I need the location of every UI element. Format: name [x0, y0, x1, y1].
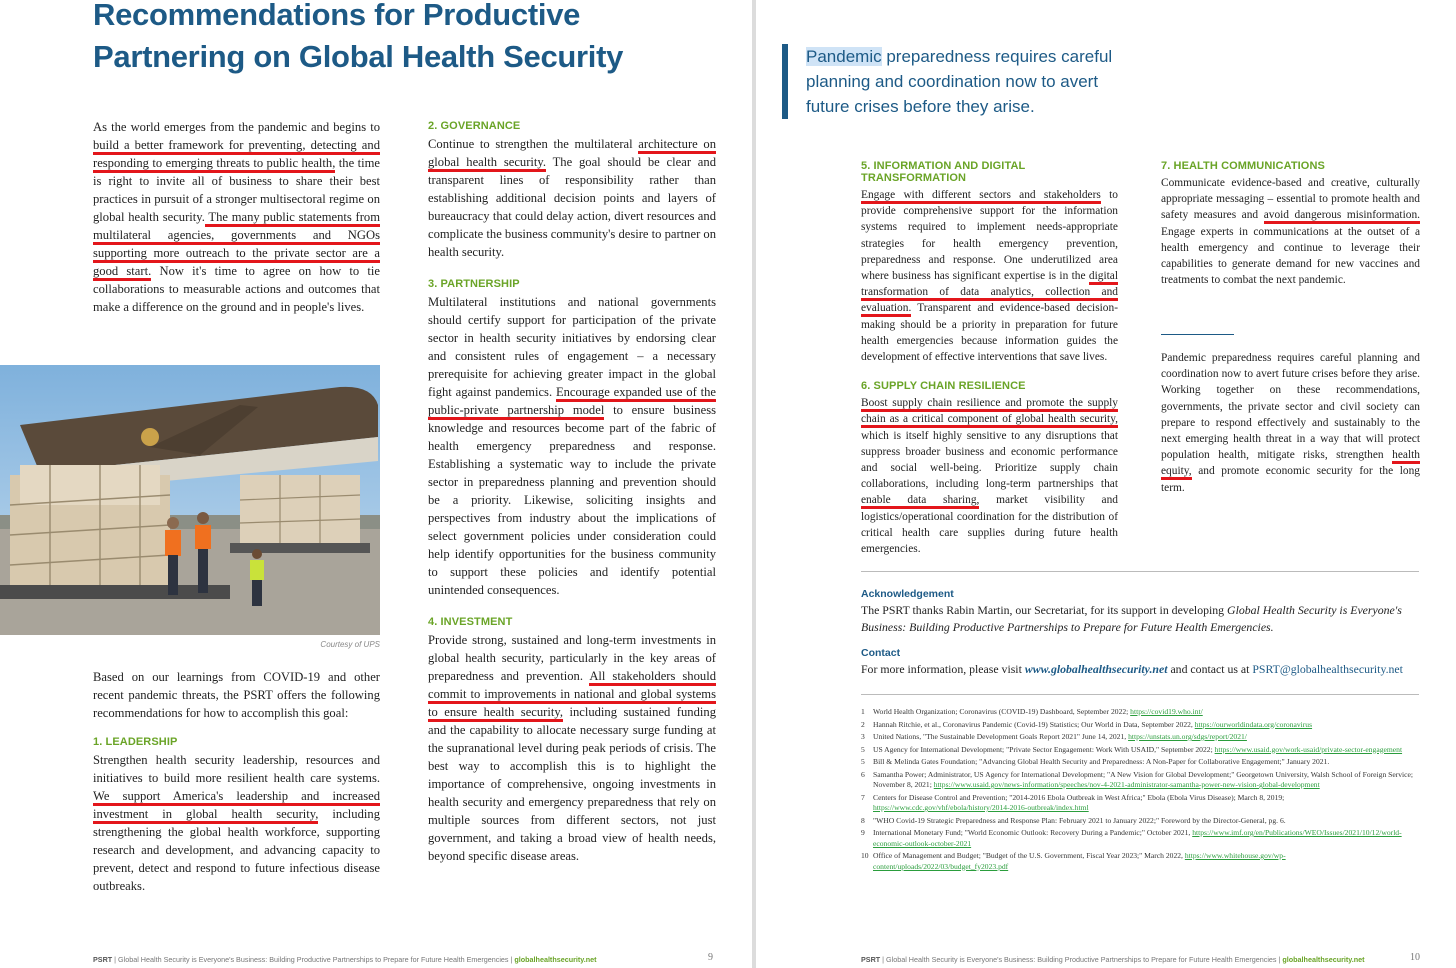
- footer-link[interactable]: globalhealthsecurity.net: [1282, 955, 1365, 964]
- cargo-plane-photo: [0, 365, 380, 635]
- investment-paragraph: Provide strong, sustained and long-term investments in global health security, particularly in the key areas of preparedness and prevention. All stakeholders should commit to improvements in national and global systems to ensure health security, including sustained funding and the capability to allocate necessary surge funding at the supranational level during peak periods of crisis. The best way to accomplish this is to highlight the importance of comprehensive, ongoing investments in health security and emergency preparedness that rely on multiple sources from different sectors, not just government, and taking a broad view of health needs, beyond specific disease areas.: [428, 633, 716, 863]
- section-heading-info: 5. INFORMATION AND DIGITAL TRANSFORMATION: [861, 160, 1026, 184]
- partnership-paragraph: Multilateral institutions and national governments should certify support for participation of the private sector in health security initiatives by endorsing clear and consistent rules of engagement – a necessary prerequisite for achieving greater impact in the global fight against pandemics. Encourage expanded use of the public-private partnership model to ensure business knowledge and resources become part of the fabric of health emergency preparedness and response. Establishing a systematic way to include the private sector in preparedness planning and prevention should be a priority. Likewise, soliciting insights and perspectives from industry about the implications of select government policies under consideration could help identify opportunities for the business community to support these policies and identify potential unintended consequences.: [428, 295, 716, 597]
- section-heading-comms: 7. HEALTH COMMUNICATIONS: [1161, 160, 1325, 172]
- right-column-b: [1161, 160, 1420, 288]
- footnote-link[interactable]: https://covid19.who.int/: [1130, 707, 1203, 716]
- middle-column: [428, 120, 716, 865]
- closing-paragraph: Pandemic preparedness requires careful planning and coordination now to avert future crises before they arise. Working together on these recommendations, governments, the private sector and civil society can prepare to respond effectively and sustainably to the next emerging health threat in a way that will protect population health, mitigate risks, strengthen health equity, and promote economic security for the long term.: [1161, 352, 1420, 494]
- footnote: 5 US Agency for International Development; "Private Sector Engagement: Work With USAID," September 2022; https://www.usaid.gov/work-usaid/private-sector-engagement: [861, 744, 1403, 754]
- footnote-link[interactable]: https://www.usaid.gov/work-usaid/private-sector-engagement: [1214, 744, 1403, 754]
- governance-paragraph: Continue to strengthen the multilateral architecture on global health security. The goal should be clear and transparent lines of responsibility rather than establishing additional decision points and layers of bureaucracy that could delay action, divert resources and complicate the business community's desire to partner on health security.: [428, 137, 717, 259]
- highlight: Encourage expanded use of the public-private partnership model: [428, 385, 716, 420]
- divider: [1161, 334, 1234, 335]
- highlight: build a better framework for preventing, detecting and responding to emerging threats to public health,: [93, 138, 380, 173]
- highlight: enable data sharing,: [861, 494, 979, 509]
- learnings-column: [93, 668, 380, 895]
- footnote: 6 Samantha Power; Administrator, US Agency for International Development; "A New Vision for Global Development;" Georgetown University, Walsh School of Foreign Service; November 8, 2021; https://www.usaid.gov/news-information/speeches/nov-4-2021-administrator-samantha-power-new-vision-global-development: [861, 769, 1414, 789]
- intro-paragraph: As the world emerges from the pandemic and begins to build a better framework for preventing, detecting and responding to emerging threats to public health, the time is right to invite all of business to share their best practices in pursuit of a stronger multisectoral regime on global health security. The many public statements from multilateral agencies, governments and NGOs supporting more outreach to the private sector are a good start. Now it's time to agree on how to tie collaborations to measurable actions and outcomes that make a difference on the ground and in people's lives.: [93, 120, 380, 314]
- closing-column: [1161, 350, 1420, 496]
- footnote-link[interactable]: https://unstats.un.org/sdgs/report/2021/: [1128, 732, 1247, 741]
- footnote-link[interactable]: https://www.cdc.gov/vhf/ebola/history/2014-2016-outbreak/index.html: [873, 803, 1089, 812]
- section-heading-governance: 2. GOVERNANCE: [428, 120, 521, 132]
- divider: [861, 694, 1419, 695]
- highlight: health equity,: [1161, 449, 1420, 480]
- footnote: 10 Office of Management and Budget; "Budget of the U.S. Government, Fiscal Year 2023;" March 2022, https://www.whitehouse.gov/wp-content/uploads/2022/03/budget_fy2023.pdf: [861, 851, 1286, 871]
- comms-paragraph: Communicate evidence-based and creative, culturally appropriate messaging – essential to promote health and safety measures and avoid dangerous misinformation. Engage experts in communications at the outset of a health emergency and continue to leverage their capabilities to generate demand for new vaccines and treatments to combat the next pandemic.: [1161, 177, 1420, 287]
- page-number: 9: [708, 952, 713, 963]
- acknowledgement: [861, 588, 1423, 636]
- section-heading-investment: 4. INVESTMENT: [428, 616, 513, 628]
- footer-link[interactable]: globalhealthsecurity.net: [514, 955, 597, 964]
- page-footer: PSRT | Global Health Security is Everyone's Business: Building Productive Partnerships to Prepare for Future Health Emergencies | globalhealthsecurity.net: [93, 955, 597, 964]
- page-title: Recommendations for Productive Partnering on Global Health Security: [93, 0, 624, 74]
- footnote: 9 International Monetary Fund; "World Economic Outlook: Recovery During a Pandemic;" October 2021, https://www.imf.org/en/Publications/WEO/Issues/2021/10/12/world-economic-outlook-october-2021: [861, 828, 1402, 848]
- selected-text[interactable]: Pandemic: [806, 47, 882, 66]
- highlight: digital transformation of data analytics, collection and evaluation.: [861, 270, 1118, 317]
- highlight: avoid dangerous misinformation.: [1264, 209, 1420, 224]
- supply-paragraph: Boost supply chain resilience and promote the supply chain as a critical component of global health security, which is itself highly sensitive to any disruptions that suppress broader business and economic performance and social well-being. Prioritize supply chain collaborations, including long-term partnerships that enable data sharing, market visibility and logistics/operational coordination for the distribution of critical health care supplies during future health emergencies.: [861, 397, 1118, 556]
- highlight: Boost supply chain resilience and promote the supply chain as a critical component of global health security,: [861, 397, 1118, 428]
- footnote-link[interactable]: https://ourworldindata.org/coronavirus: [1194, 719, 1313, 729]
- footnote: 5 Bill & Melinda Gates Foundation; "Advancing Global Health Security and Preparedness: A Non-Paper for Collaborative Engagement;" January 2021.: [861, 757, 1330, 766]
- section-heading-partnership: 3. PARTNERSHIP: [428, 278, 520, 290]
- footnote: 1 World Health Organization; Coronavirus (COVID-19) Dashboard, September 2022; https://covid19.who.int/: [861, 707, 1203, 716]
- highlight: architecture on global health security.: [428, 137, 716, 172]
- footnotes: [861, 707, 1416, 874]
- pull-quote: Pandemic preparedness requires careful planning and coordination now to avert future crises before they arise.: [782, 44, 1146, 119]
- website-link[interactable]: www.globalhealthsecurity.net: [1024, 662, 1168, 676]
- contact: [861, 647, 1423, 678]
- info-paragraph: Engage with different sectors and stakeholders to provide comprehensive support for the information systems required to implement needs-appropriate strategies for health emergency prevention, preparedness and response. One underutilized area where business has significant expertise is in the digital transformation of data analytics, collection and evaluation. Transparent and evidence-based decision-making should be a priority in preparation for future health emergencies because information guides the development of effective interventions that save lives.: [861, 189, 1118, 364]
- footnote-link[interactable]: https://www.imf.org/en/Publications/WEO/Issues/2021/10/12/world-economic-outlook-october-2021: [873, 828, 1402, 848]
- highlight: We support America's leadership and increased investment in global health security,: [93, 789, 380, 824]
- intro-column: [93, 118, 380, 316]
- right-column-a: [861, 160, 1118, 557]
- photo-credit: Courtesy of UPS: [320, 640, 380, 649]
- email-link[interactable]: PSRT@globalhealthsecurity.net: [1252, 662, 1403, 676]
- acknowledgement-text: The PSRT thanks Rabin Martin, our Secretariat, for its support in developing Global Health Security is Everyone's Business: Building Productive Partnerships to Prepare for Future Health Emergencies.: [861, 603, 1402, 634]
- acknowledgement-heading: Acknowledgement: [861, 588, 954, 600]
- highlight: All stakeholders should commit to improvements in national and global systems to ensure health security,: [428, 669, 716, 722]
- page-footer: PSRT | Global Health Security is Everyone's Business: Building Productive Partnerships to Prepare for Future Health Emergencies | globalhealthsecurity.net: [861, 955, 1365, 964]
- contact-heading: Contact: [861, 647, 901, 659]
- leadership-paragraph: Strengthen health security leadership, resources and initiatives to build more resilient health care systems. We support America's leadership and increased investment in global health security, including strengthening the global health workforce, supporting research and development, and advancing capacity to prevent, detect and respond to future infectious disease outbreaks.: [93, 753, 380, 893]
- footnote: 7 Centers for Disease Control and Prevention; "2014-2016 Ebola Outbreak in West Africa;" Ebola (Ebola Virus Disease); March 8, 2019; https://www.cdc.gov/vhf/ebola/history/2014-2016-outbreak/index.html: [861, 792, 1285, 812]
- divider: [861, 571, 1419, 572]
- footnote: 2 Hannah Ritchie, et al., Coronavirus Pandemic (Covid-19) Statistics; Our World in Data, September 2022, https://ourworldindata.org/coronavirus: [861, 719, 1313, 729]
- highlight: The many public statements from multilateral agencies, governments and NGOs supporting more outreach to the private sector are a good start.: [93, 210, 380, 281]
- section-heading-supply: 6. SUPPLY CHAIN RESILIENCE: [861, 380, 1026, 393]
- section-heading-leadership: 1. LEADERSHIP: [93, 736, 178, 748]
- highlight: Engage with different sectors and stakeholders: [861, 189, 1101, 204]
- footnote-link[interactable]: https://www.usaid.gov/news-information/speeches/nov-4-2021-administrator-samantha-power-new-vision-global-development: [933, 780, 1320, 789]
- page-number: 10: [1410, 952, 1420, 963]
- footnote: 3 United Nations, "The Sustainable Development Goals Report 2021" June 14, 2021, https://unstats.un.org/sdgs/report/2021/: [861, 732, 1247, 741]
- contact-text: For more information, please visit www.globalhealthsecurity.net and contact us at PSRT@globalhealthsecurity.net: [861, 662, 1403, 676]
- right-page: [756, 0, 1456, 968]
- learnings-paragraph: Based on our learnings from COVID-19 and other recent pandemic threats, the PSRT offers the following recommendations for how to accomplish this goal:: [93, 670, 380, 720]
- footnote: 8 "WHO Covid-19 Strategic Preparedness and Response Plan: February 2021 to January 2022;" Foreword by the Director-General, pg. 6.: [861, 815, 1286, 825]
- footnote-link[interactable]: https://www.whitehouse.gov/wp-content/uploads/2022/03/budget_fy2023.pdf: [873, 851, 1286, 871]
